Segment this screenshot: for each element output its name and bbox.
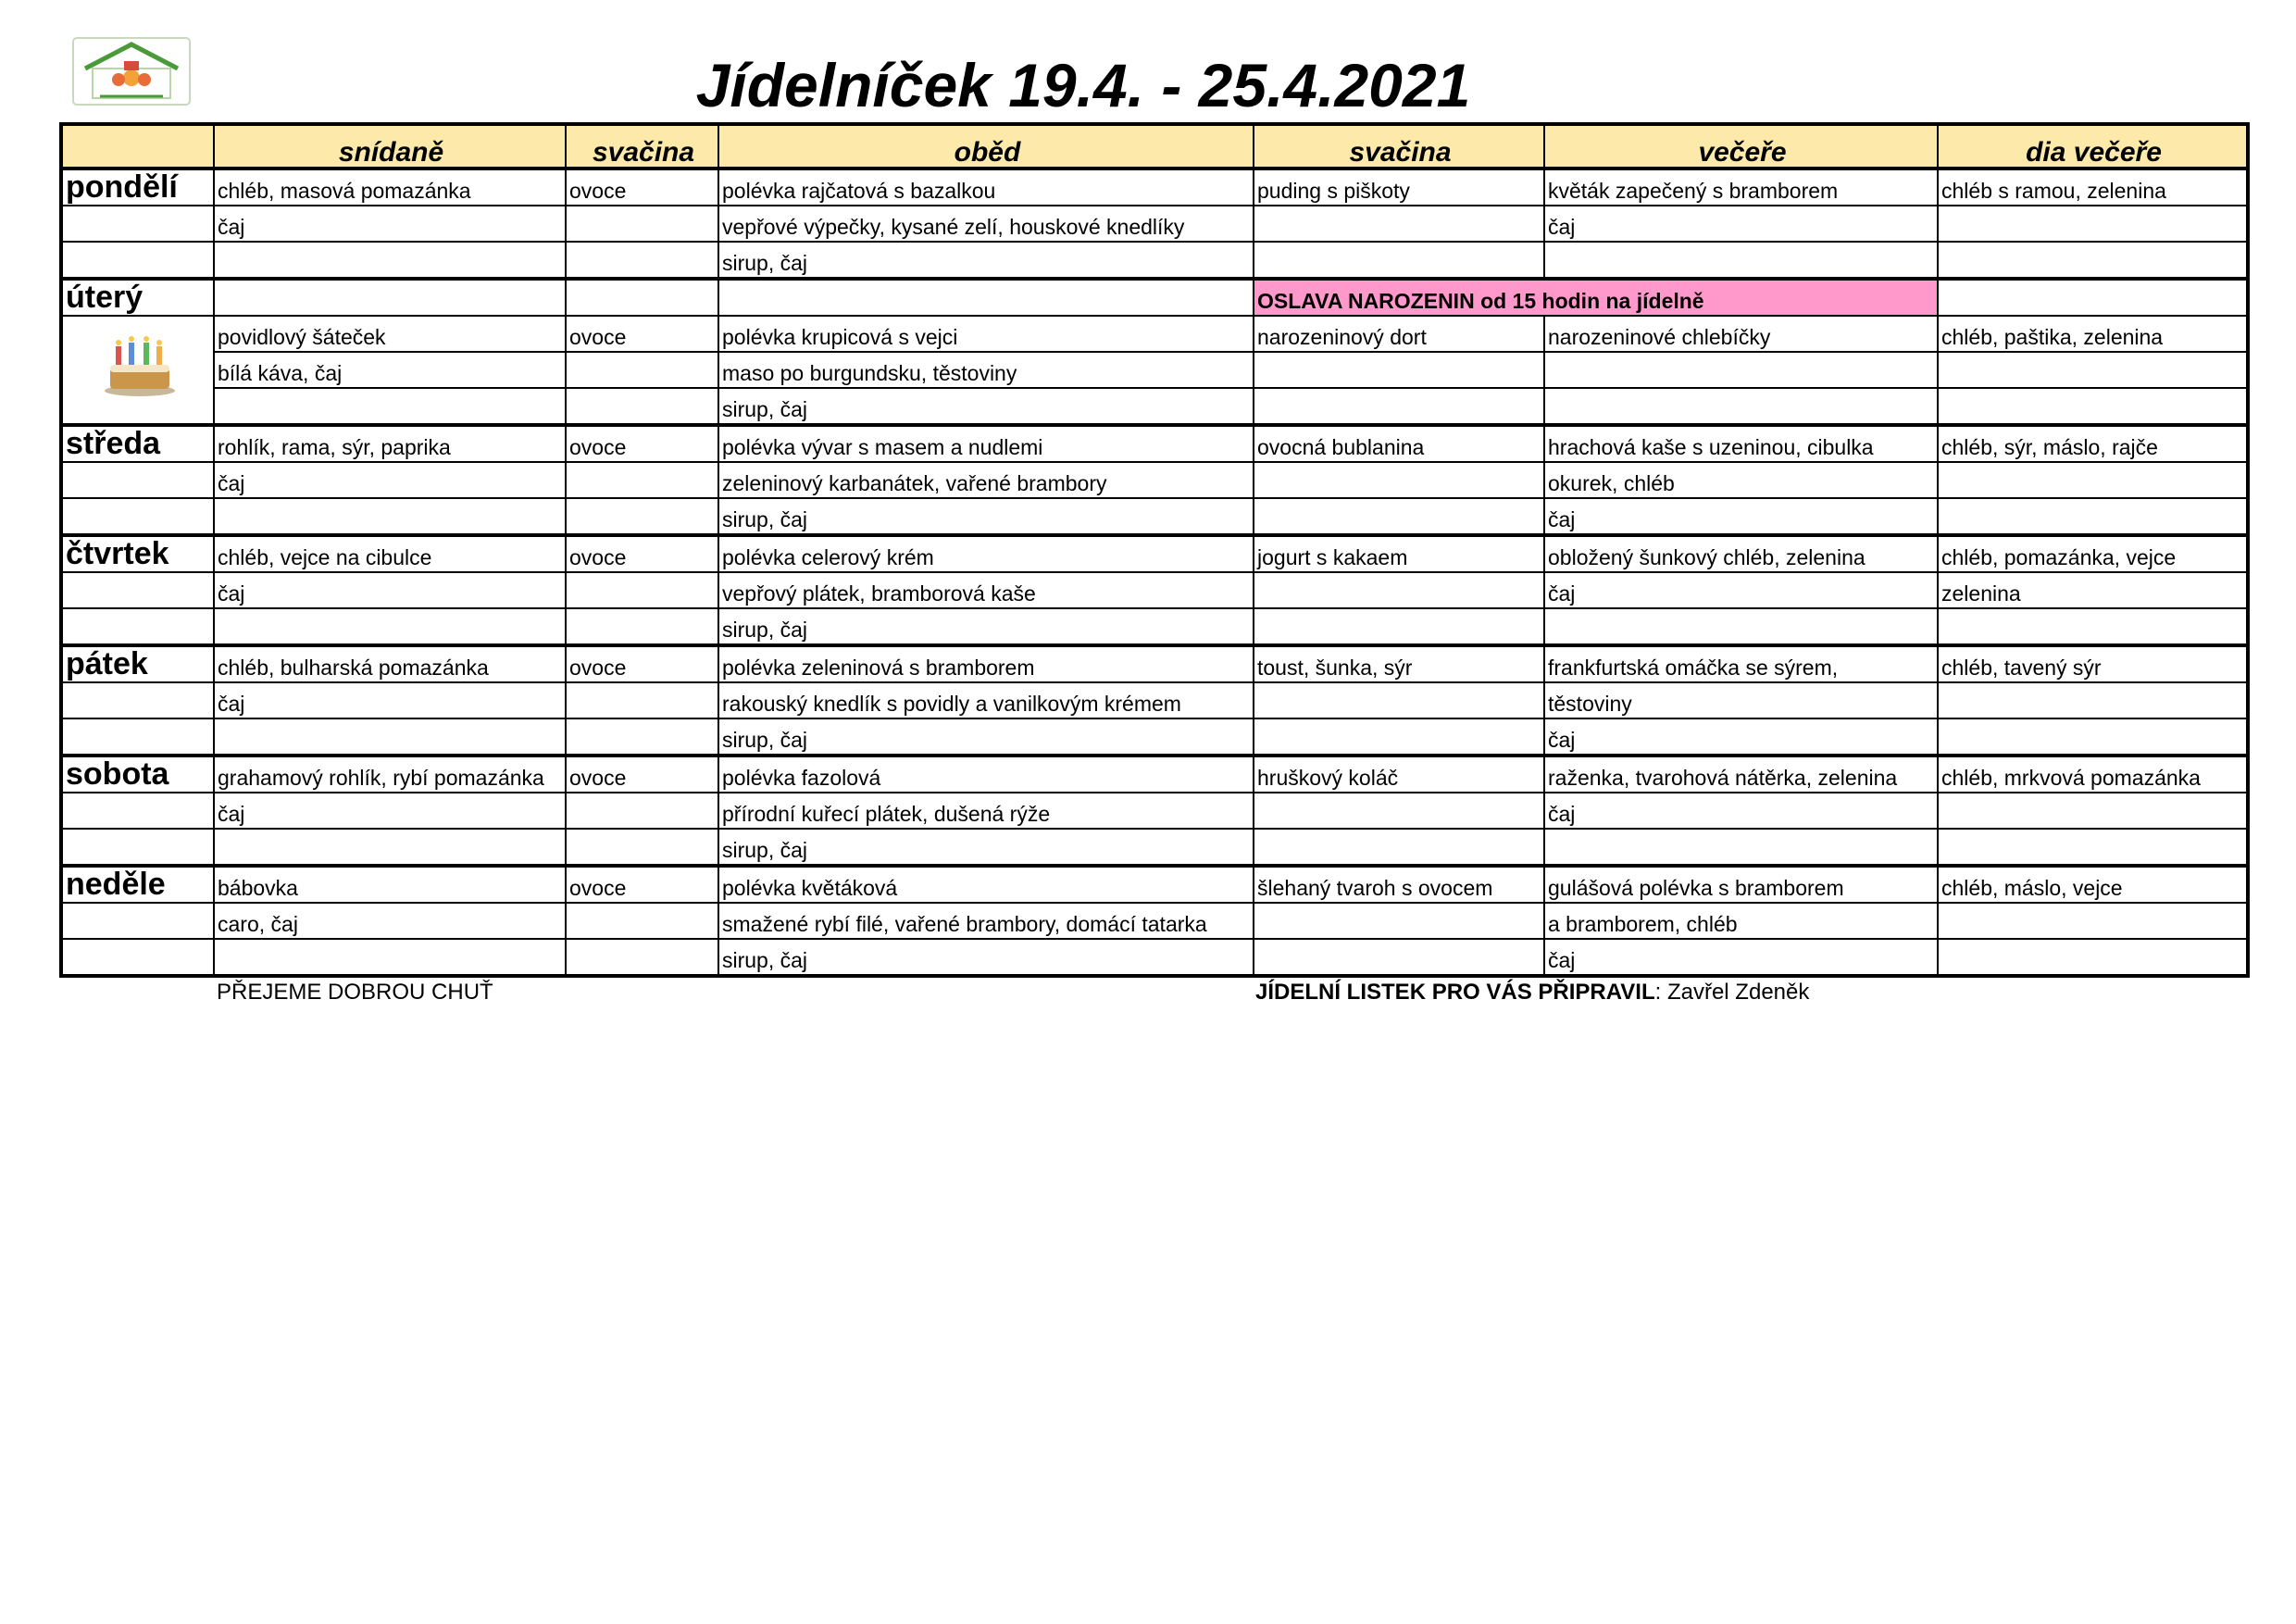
cell-breakfast: rohlík, rama, sýr, paprika	[214, 425, 566, 462]
header-breakfast: snídaně	[214, 124, 566, 169]
cell-dia-dinner	[1938, 242, 2248, 279]
cell-dia-dinner: chléb, mrkvová pomazánka	[1938, 756, 2248, 793]
table-row	[61, 498, 2248, 535]
day-name-label: pondělí	[66, 169, 178, 205]
cell-dia-dinner: chléb, máslo, vejce	[1938, 866, 2248, 903]
cell-breakfast: čaj	[214, 572, 566, 608]
cell-dinner: čaj	[1544, 498, 1938, 535]
cell-snack-pm	[1254, 242, 1544, 279]
day-name	[61, 279, 214, 316]
cell-dinner: gulášová polévka s bramborem	[1544, 866, 1938, 903]
cell-dia-dinner	[1938, 388, 2248, 425]
cell-dinner: hrachová kaše s uzeninou, cibulka	[1544, 425, 1938, 462]
cell-breakfast: čaj	[214, 206, 566, 242]
day-name-label: neděle	[66, 867, 166, 902]
cell-snack-pm	[1254, 939, 1544, 976]
day-name	[61, 535, 214, 572]
cell-dinner	[1544, 829, 1938, 866]
cell-lunch: sirup, čaj	[718, 939, 1254, 976]
table-row	[61, 388, 2248, 425]
day-name-empty	[61, 829, 214, 866]
cell-breakfast: čaj	[214, 682, 566, 718]
cell-lunch: rakouský knedlík s povidly a vanilkovým krémem	[718, 682, 1254, 718]
cell-snack-pm	[1254, 793, 1544, 829]
cell-lunch: vepřové výpečky, kysané zelí, houskové knedlíky	[718, 206, 1254, 242]
cell-breakfast	[214, 718, 566, 756]
header-dinner: večeře	[1544, 124, 1938, 169]
cell-dia-dinner	[1938, 352, 2248, 388]
cell-dinner: raženka, tvarohová nátěrka, zelenina	[1544, 756, 1938, 793]
header-snack-am: svačina	[566, 124, 718, 169]
cell-snack-pm	[1254, 352, 1544, 388]
cell-dinner: květák zapečený s bramborem	[1544, 169, 1938, 206]
cell-lunch: zeleninový karbanátek, vařené brambory	[718, 462, 1254, 498]
cell-snack-pm	[1254, 829, 1544, 866]
cell-breakfast	[214, 279, 566, 316]
table-row	[61, 206, 2248, 242]
cell-lunch: sirup, čaj	[718, 829, 1254, 866]
footer-author-label: JÍDELNÍ LISTEK PRO VÁS PŘIPRAVIL	[1255, 980, 1655, 1005]
cell-snack-pm: šlehaný tvaroh s ovocem	[1254, 866, 1544, 903]
table-row	[61, 279, 2248, 316]
table-row	[61, 939, 2248, 976]
cell-lunch: sirup, čaj	[718, 388, 1254, 425]
cell-snack-pm	[1254, 206, 1544, 242]
cell-dinner: frankfurtská omáčka se sýrem,	[1544, 645, 1938, 682]
cell-dia-dinner	[1938, 206, 2248, 242]
cell-dinner: čaj	[1544, 572, 1938, 608]
cell-snack-pm	[1254, 388, 1544, 425]
cell-snack-am: ovoce	[566, 535, 718, 572]
cell-snack-am: ovoce	[566, 756, 718, 793]
header-lunch: oběd	[718, 124, 1254, 169]
cell-dinner	[1544, 352, 1938, 388]
footer-author-name: : Zavřel Zdeněk	[1654, 980, 1810, 1005]
cell-lunch: sirup, čaj	[718, 608, 1254, 645]
header-snack-pm: svačina	[1254, 124, 1544, 169]
cell-snack-am	[566, 206, 718, 242]
cell-snack-am	[566, 572, 718, 608]
cell-dinner	[1544, 242, 1938, 279]
menu-body	[61, 169, 2248, 976]
cell-dinner: obložený šunkový chléb, zelenina	[1544, 535, 1938, 572]
cell-breakfast: chléb, vejce na cibulce	[214, 535, 566, 572]
cell-snack-am	[566, 793, 718, 829]
cell-breakfast: chléb, bulharská pomazánka	[214, 645, 566, 682]
cell-snack-pm: jogurt s kakaem	[1254, 535, 1544, 572]
day-name-empty	[61, 903, 214, 939]
cell-snack-pm: narozeninový dort	[1254, 316, 1544, 352]
day-name-empty	[61, 242, 214, 279]
day-name	[61, 866, 214, 903]
cell-dia-dinner: zelenina	[1938, 572, 2248, 608]
cell-breakfast: čaj	[214, 462, 566, 498]
cell-lunch: polévka květáková	[718, 866, 1254, 903]
cell-dinner: a bramborem, chléb	[1544, 903, 1938, 939]
cell-lunch: sirup, čaj	[718, 242, 1254, 279]
cell-snack-am	[566, 718, 718, 756]
cell-snack-pm	[1254, 608, 1544, 645]
day-name	[61, 756, 214, 793]
day-name-label: sobota	[66, 756, 169, 792]
day-name-empty	[61, 793, 214, 829]
cell-dinner: čaj	[1544, 939, 1938, 976]
table-row	[61, 572, 2248, 608]
cell-snack-am	[566, 242, 718, 279]
cell-snack-am	[566, 388, 718, 425]
cell-breakfast	[214, 829, 566, 866]
cell-dia-dinner: chléb, pomazánka, vejce	[1938, 535, 2248, 572]
cell-snack-pm: puding s piškoty	[1254, 169, 1544, 206]
day-name-empty	[61, 608, 214, 645]
day-name-empty	[61, 462, 214, 498]
cell-dia-dinner	[1938, 682, 2248, 718]
table-row	[61, 608, 2248, 645]
table-row	[61, 316, 2248, 352]
header-corner	[61, 124, 214, 169]
table-row	[61, 793, 2248, 829]
cell-snack-pm	[1254, 498, 1544, 535]
cell-dinner: narozeninové chlebíčky	[1544, 316, 1938, 352]
cell-snack-pm	[1254, 903, 1544, 939]
table-row	[61, 756, 2248, 793]
day-name-empty	[61, 682, 214, 718]
cell-dinner: čaj	[1544, 718, 1938, 756]
cell-snack-am	[566, 462, 718, 498]
cell-breakfast: povidlový šáteček	[214, 316, 566, 352]
cell-dinner: okurek, chléb	[1544, 462, 1938, 498]
table-row	[61, 535, 2248, 572]
cell-dia-dinner: chléb s ramou, zelenina	[1938, 169, 2248, 206]
cell-dia-dinner	[1938, 903, 2248, 939]
cell-lunch: vepřový plátek, bramborová kaše	[718, 572, 1254, 608]
footer-greeting: PŘEJEME DOBROU CHUŤ	[217, 980, 493, 1005]
cell-snack-am: ovoce	[566, 645, 718, 682]
day-name-continued	[61, 316, 214, 425]
day-name	[61, 645, 214, 682]
day-name-empty	[61, 939, 214, 976]
cell-breakfast	[214, 388, 566, 425]
cell-snack-am	[566, 608, 718, 645]
cell-dia-dinner	[1938, 498, 2248, 535]
cell-dinner: čaj	[1544, 793, 1938, 829]
cell-dia-dinner	[1938, 793, 2248, 829]
cell-dia-dinner: chléb, sýr, máslo, rajče	[1938, 425, 2248, 462]
header-row	[61, 124, 2248, 169]
cell-snack-am	[566, 829, 718, 866]
cell-snack-am	[566, 279, 718, 316]
cell-dia-dinner: chléb, paštika, zelenina	[1938, 316, 2248, 352]
cell-lunch: maso po burgundsku, těstoviny	[718, 352, 1254, 388]
day-name-empty	[61, 718, 214, 756]
day-name-label: středa	[66, 426, 161, 461]
day-name-empty	[61, 206, 214, 242]
cell-snack-pm: ovocná bublanina	[1254, 425, 1544, 462]
day-name-label: úterý	[66, 280, 144, 315]
header-dia-dinner: dia večeře	[1938, 124, 2248, 169]
cell-snack-am	[566, 903, 718, 939]
table-row	[61, 866, 2248, 903]
cell-dinner: těstoviny	[1544, 682, 1938, 718]
cell-dia-dinner	[1938, 939, 2248, 976]
cell-lunch: polévka celerový krém	[718, 535, 1254, 572]
table-row	[61, 169, 2248, 206]
cell-breakfast: caro, čaj	[214, 903, 566, 939]
day-name	[61, 425, 214, 462]
cell-lunch: polévka fazolová	[718, 756, 1254, 793]
cell-dia-dinner	[1938, 718, 2248, 756]
table-row	[61, 462, 2248, 498]
cell-snack-pm	[1254, 572, 1544, 608]
birthday-cake-icon	[103, 333, 177, 398]
day-name-empty	[61, 572, 214, 608]
cell-dinner	[1544, 608, 1938, 645]
table-row	[61, 718, 2248, 756]
cell-dia-dinner	[1938, 279, 2248, 316]
cell-lunch: smažené rybí filé, vařené brambory, domácí tatarka	[718, 903, 1254, 939]
cell-breakfast	[214, 242, 566, 279]
cell-dinner	[1544, 388, 1938, 425]
cell-lunch: sirup, čaj	[718, 718, 1254, 756]
table-row	[61, 352, 2248, 388]
cell-breakfast	[214, 939, 566, 976]
cell-snack-pm	[1254, 718, 1544, 756]
cell-snack-am: ovoce	[566, 169, 718, 206]
table-row	[61, 829, 2248, 866]
page-title: Jídelníček 19.4. - 25.4.2021	[695, 51, 1471, 119]
table-row	[61, 682, 2248, 718]
cell-breakfast: grahamový rohlík, rybí pomazánka	[214, 756, 566, 793]
cell-lunch: přírodní kuřecí plátek, dušená rýže	[718, 793, 1254, 829]
day-name-label: pátek	[66, 646, 148, 681]
cell-lunch: polévka zeleninová s bramborem	[718, 645, 1254, 682]
day-name-empty	[61, 498, 214, 535]
cell-snack-pm: toust, šunka, sýr	[1254, 645, 1544, 682]
cell-dia-dinner	[1938, 829, 2248, 866]
cell-breakfast: bábovka	[214, 866, 566, 903]
cell-lunch: polévka krupicová s vejci	[718, 316, 1254, 352]
menu-table	[59, 122, 2250, 978]
cell-breakfast: bílá káva, čaj	[214, 352, 566, 388]
cell-breakfast	[214, 498, 566, 535]
cell-snack-am: ovoce	[566, 425, 718, 462]
cell-dia-dinner	[1938, 608, 2248, 645]
footer-author	[1255, 980, 1809, 1006]
cell-breakfast: čaj	[214, 793, 566, 829]
cell-snack-am	[566, 352, 718, 388]
cell-snack-pm	[1254, 462, 1544, 498]
cell-lunch: polévka rajčatová s bazalkou	[718, 169, 1254, 206]
cell-snack-am	[566, 939, 718, 976]
table-row	[61, 425, 2248, 462]
celebration-notice: OSLAVA NAROZENIN od 15 hodin na jídelně	[1254, 279, 1938, 316]
cell-breakfast: chléb, masová pomazánka	[214, 169, 566, 206]
table-row	[61, 242, 2248, 279]
cell-dia-dinner: chléb, tavený sýr	[1938, 645, 2248, 682]
cell-snack-pm	[1254, 682, 1544, 718]
cell-dia-dinner	[1938, 462, 2248, 498]
cell-breakfast	[214, 608, 566, 645]
cell-snack-am: ovoce	[566, 316, 718, 352]
cell-snack-pm: hruškový koláč	[1254, 756, 1544, 793]
cell-lunch: polévka vývar s masem a nudlemi	[718, 425, 1254, 462]
day-name	[61, 169, 214, 206]
cell-snack-am: ovoce	[566, 866, 718, 903]
cell-snack-am	[566, 498, 718, 535]
cell-lunch	[718, 279, 1254, 316]
table-row	[61, 903, 2248, 939]
day-name-label: čtvrtek	[66, 536, 169, 571]
cell-lunch: sirup, čaj	[718, 498, 1254, 535]
table-row	[61, 645, 2248, 682]
cell-snack-am	[566, 682, 718, 718]
cell-dinner: čaj	[1544, 206, 1938, 242]
